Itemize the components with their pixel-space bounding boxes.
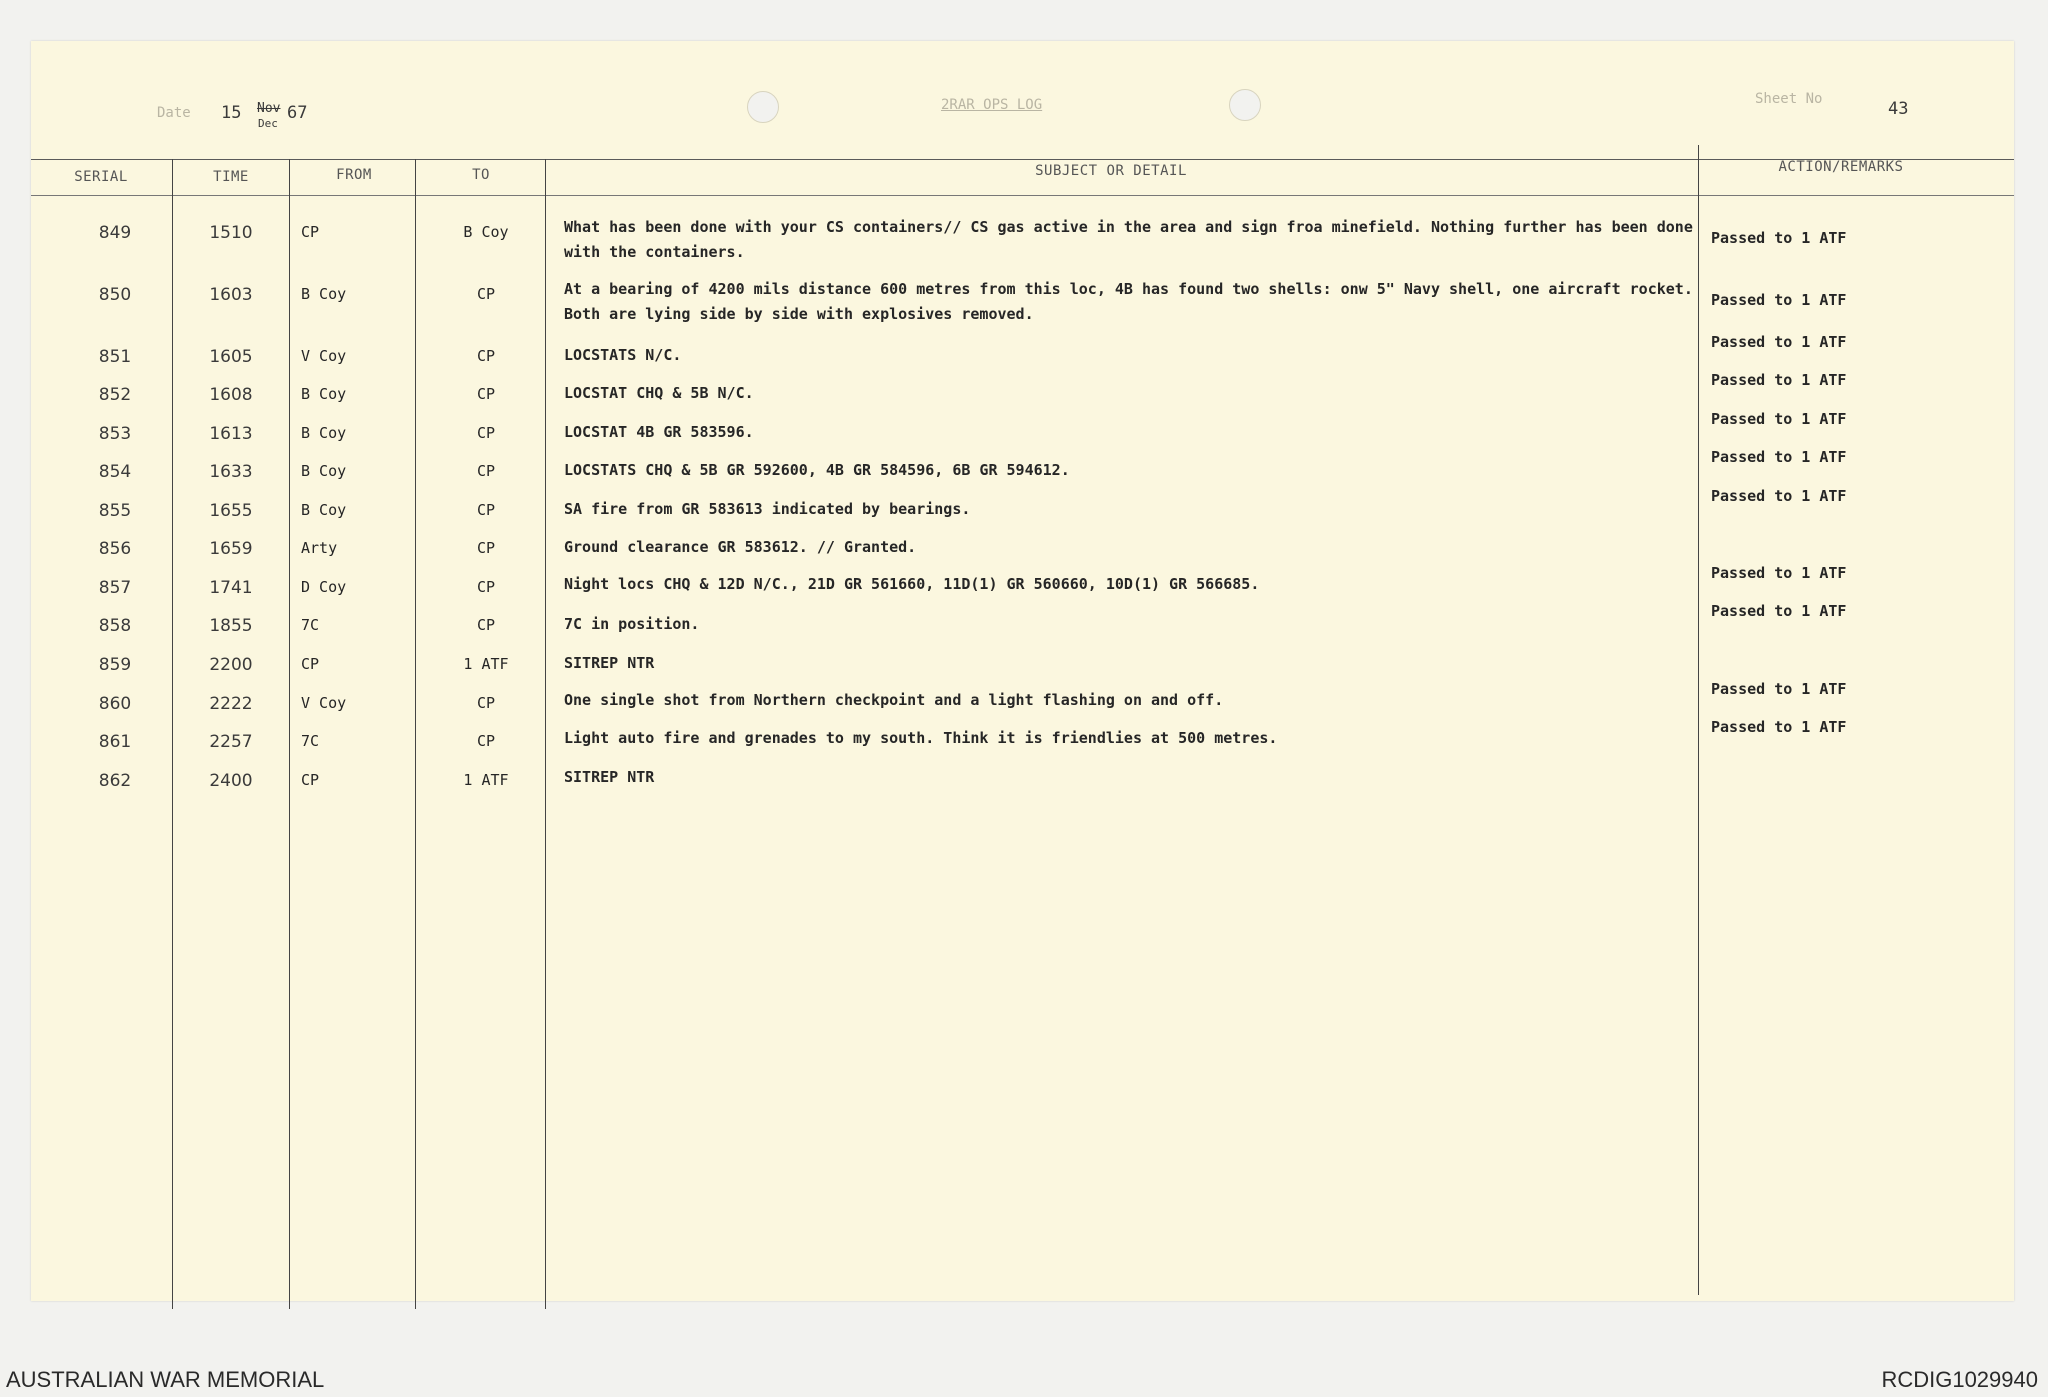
action-cell: Passed to 1 ATF bbox=[1711, 448, 1847, 466]
detail-cell: What has been done with your CS containers// CS gas active in the area and sign froa minefield. Nothing further has been done with the containers. bbox=[564, 218, 1693, 261]
from-cell: V Coy bbox=[301, 347, 347, 365]
from-cell: B Coy bbox=[301, 385, 347, 403]
time-cell: 1633 bbox=[209, 462, 253, 482]
from-cell: B Coy bbox=[301, 424, 347, 442]
time-cell: 1855 bbox=[209, 616, 253, 636]
time-cell: 1510 bbox=[209, 223, 253, 243]
action-cell: Passed to 1 ATF bbox=[1711, 602, 1847, 620]
detail-cell: SITREP NTR bbox=[564, 654, 655, 672]
serial-cell: 856 bbox=[98, 539, 132, 559]
to-cell: CP bbox=[476, 732, 496, 750]
serial-cell: 860 bbox=[98, 694, 132, 714]
to-cell: 1 ATF bbox=[463, 655, 509, 673]
to-cell: CP bbox=[476, 424, 496, 442]
from-cell: CP bbox=[301, 223, 320, 241]
footer-institution: AUSTRALIAN WAR MEMORIAL bbox=[6, 1367, 325, 1392]
month-value: Dec bbox=[258, 117, 278, 130]
from-cell: B Coy bbox=[301, 285, 347, 303]
punch-hole-left bbox=[747, 91, 779, 123]
action-cell: Passed to 1 ATF bbox=[1711, 229, 1847, 247]
to-cell: 1 ATF bbox=[463, 771, 509, 789]
time-cell: 2222 bbox=[209, 694, 253, 714]
serial-cell: 850 bbox=[98, 285, 132, 305]
col-divider-2 bbox=[289, 159, 290, 1309]
serial-cell: 854 bbox=[98, 462, 132, 482]
from-cell: 7C bbox=[301, 616, 320, 634]
serial-cell: 849 bbox=[98, 223, 132, 243]
header-rule-top bbox=[31, 159, 2014, 160]
footer-record-id: RCDIG1029940 bbox=[1881, 1367, 2038, 1392]
time-cell: 1741 bbox=[209, 578, 253, 598]
detail-cell: SITREP NTR bbox=[564, 768, 655, 786]
serial-cell: 852 bbox=[98, 385, 132, 405]
action-cell: Passed to 1 ATF bbox=[1711, 564, 1847, 582]
from-cell: V Coy bbox=[301, 694, 347, 712]
to-cell: CP bbox=[476, 462, 496, 480]
time-cell: 1655 bbox=[209, 501, 253, 521]
to-cell: CP bbox=[476, 285, 496, 303]
serial-cell: 853 bbox=[98, 424, 132, 444]
action-cell: Passed to 1 ATF bbox=[1711, 333, 1847, 351]
detail-cell: One single shot from Northern checkpoint and a light flashing on and off. bbox=[564, 691, 1224, 709]
col-head-action: ACTION/REMARKS bbox=[1778, 159, 1904, 175]
month-struck: Nov bbox=[257, 101, 281, 116]
time-cell: 1659 bbox=[209, 539, 253, 559]
date-label: Date bbox=[157, 105, 191, 121]
col-head-to: TO bbox=[472, 167, 490, 183]
to-cell: CP bbox=[476, 539, 496, 557]
detail-cell: At a bearing of 4200 mils distance 600 metres from this loc, 4B has found two shells: onw 5" Navy shell, one aircraft rocket. Both are lying side by side with explosives removed. bbox=[564, 280, 1693, 323]
serial-cell: 851 bbox=[98, 347, 132, 367]
to-cell: CP bbox=[476, 694, 496, 712]
col-divider-4 bbox=[545, 159, 546, 1309]
time-cell: 1603 bbox=[209, 285, 253, 305]
time-cell: 2257 bbox=[209, 732, 253, 752]
time-cell: 2200 bbox=[209, 655, 253, 675]
from-cell: CP bbox=[301, 655, 320, 673]
from-cell: Arty bbox=[301, 539, 338, 557]
detail-cell: Ground clearance GR 583612. // Granted. bbox=[564, 538, 917, 556]
serial-cell: 859 bbox=[98, 655, 132, 675]
action-cell: Passed to 1 ATF bbox=[1711, 410, 1847, 428]
from-cell: CP bbox=[301, 771, 320, 789]
serial-cell: 861 bbox=[98, 732, 132, 752]
punch-hole-right bbox=[1229, 89, 1261, 121]
to-cell: B Coy bbox=[463, 223, 509, 241]
detail-cell: LOCSTAT 4B GR 583596. bbox=[564, 423, 754, 441]
col-divider-1 bbox=[172, 159, 173, 1309]
col-head-detail: SUBJECT OR DETAIL bbox=[1035, 163, 1187, 179]
from-cell: B Coy bbox=[301, 462, 347, 480]
detail-cell: 7C in position. bbox=[564, 615, 700, 633]
detail-cell: LOCSTAT CHQ & 5B N/C. bbox=[564, 384, 754, 402]
sheet-value: 43 bbox=[1888, 99, 1909, 119]
date-value: 15 bbox=[221, 103, 242, 123]
serial-cell: 858 bbox=[98, 616, 132, 636]
action-cell: Passed to 1 ATF bbox=[1711, 487, 1847, 505]
detail-cell: LOCSTATS N/C. bbox=[564, 346, 682, 364]
header-rule-bottom bbox=[31, 195, 2014, 196]
col-divider-5 bbox=[1698, 145, 1699, 1295]
col-head-time: TIME bbox=[213, 169, 249, 185]
action-cell: Passed to 1 ATF bbox=[1711, 718, 1847, 736]
sheet-label: Sheet No bbox=[1755, 91, 1823, 107]
time-cell: 2400 bbox=[209, 771, 253, 791]
to-cell: CP bbox=[476, 385, 496, 403]
action-cell: Passed to 1 ATF bbox=[1711, 371, 1847, 389]
serial-cell: 857 bbox=[98, 578, 132, 598]
detail-cell: Night locs CHQ & 12D N/C., 21D GR 561660, 11D(1) GR 560660, 10D(1) GR 566685. bbox=[564, 575, 1260, 593]
serial-cell: 855 bbox=[98, 501, 132, 521]
action-cell: Passed to 1 ATF bbox=[1711, 680, 1847, 698]
action-cell: Passed to 1 ATF bbox=[1711, 291, 1847, 309]
serial-cell: 862 bbox=[98, 771, 132, 791]
detail-cell: LOCSTATS CHQ & 5B GR 592600, 4B GR 584596, 6B GR 594612. bbox=[564, 461, 1070, 479]
to-cell: CP bbox=[476, 616, 496, 634]
to-cell: CP bbox=[476, 578, 496, 596]
detail-cell: SA fire from GR 583613 indicated by bearings. bbox=[564, 500, 971, 518]
to-cell: CP bbox=[476, 501, 496, 519]
year-value: 67 bbox=[287, 103, 308, 123]
time-cell: 1613 bbox=[209, 424, 253, 444]
from-cell: 7C bbox=[301, 732, 320, 750]
col-head-from: FROM bbox=[336, 167, 372, 183]
col-head-serial: SERIAL bbox=[74, 169, 128, 185]
to-cell: CP bbox=[476, 347, 496, 365]
log-title: 2RAR OPS LOG bbox=[941, 97, 1043, 113]
from-cell: D Coy bbox=[301, 578, 347, 596]
time-cell: 1608 bbox=[209, 385, 253, 405]
time-cell: 1605 bbox=[209, 347, 253, 367]
log-sheet bbox=[31, 41, 2014, 1301]
from-cell: B Coy bbox=[301, 501, 347, 519]
detail-cell: Light auto fire and grenades to my south. Think it is friendlies at 500 metres. bbox=[564, 729, 1278, 747]
